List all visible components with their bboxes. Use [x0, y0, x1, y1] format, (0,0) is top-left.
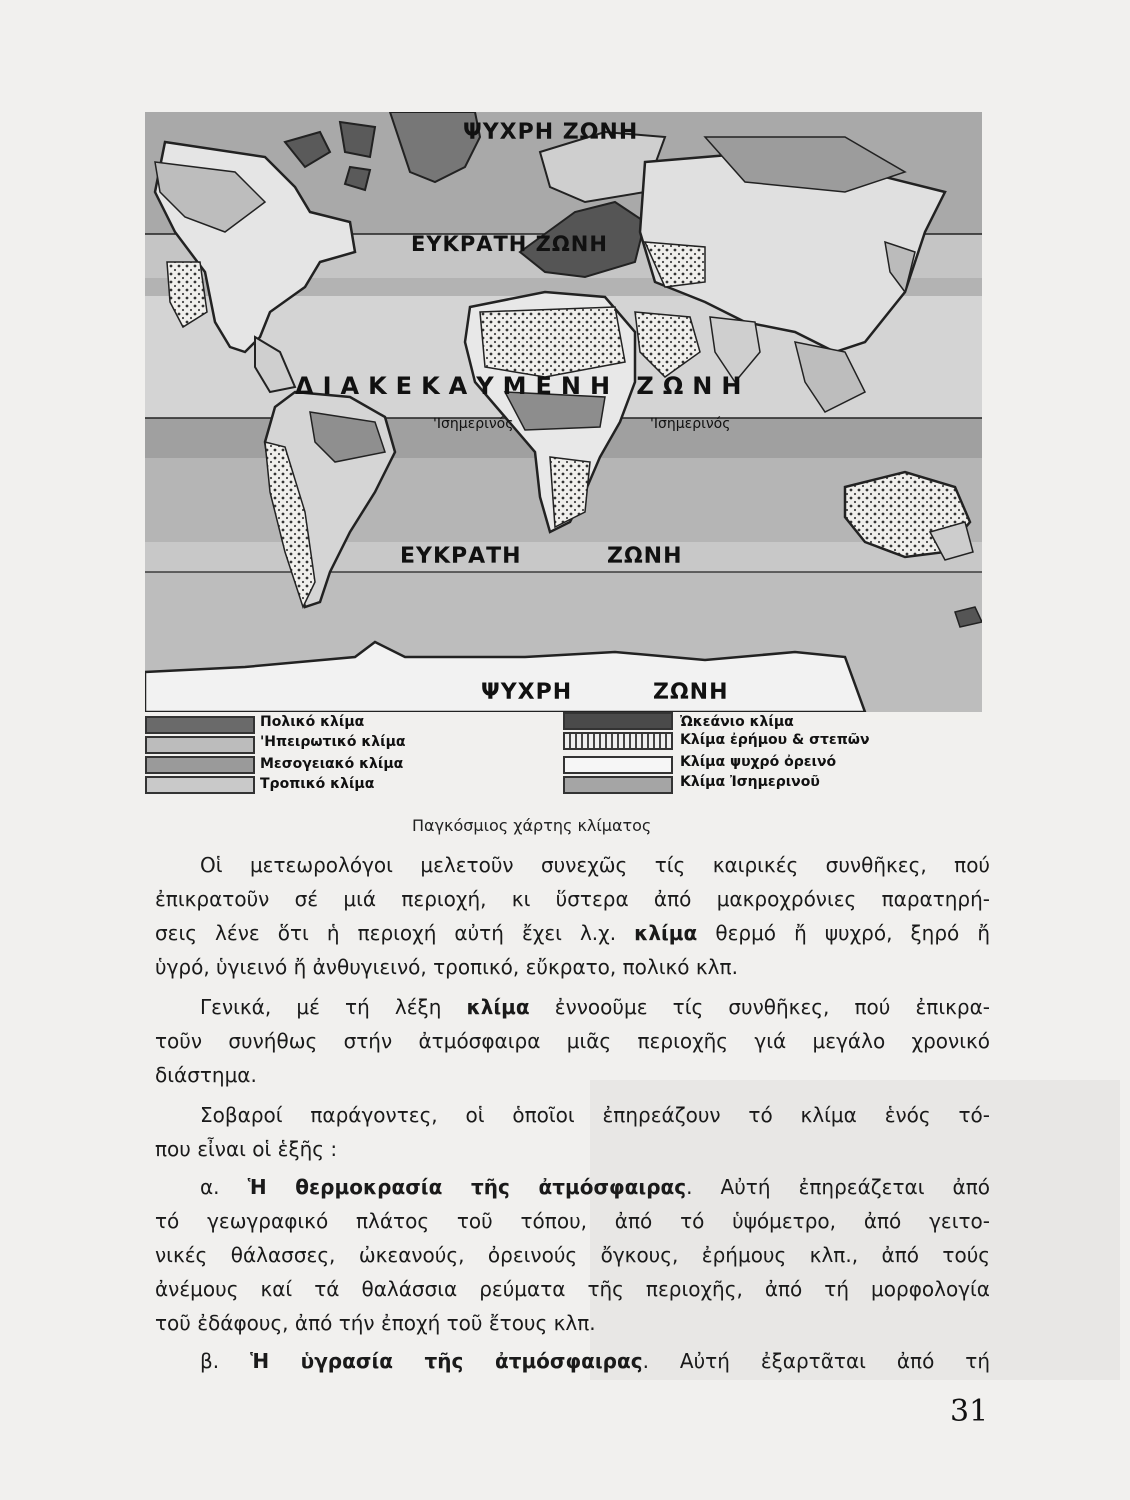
- page-number: 31: [950, 1394, 989, 1429]
- zone-label-cold-south-2: ΖΩΝΗ: [653, 680, 729, 705]
- p2-line-1: [200, 990, 990, 1024]
- term-klima-2: κλίμα: [466, 995, 530, 1019]
- p1-line-3-end: θερμό ἤ ψυχρό, ξηρό ἤ: [697, 921, 990, 945]
- south-temperate-band: [145, 542, 982, 572]
- item-a-heading: Ἡ θερμοκρασία τῆς ἀτμόσφαιρας: [247, 1175, 687, 1199]
- map-legend: [145, 712, 982, 802]
- legend-label-mountain: Κλίμα ψυχρό ὀρεινό: [680, 754, 837, 770]
- p1-line-3: [155, 916, 990, 950]
- item-a-line-1: [200, 1170, 990, 1204]
- p2-line-1-end: ἐννοοῦμε τίς συνθῆκες, πού ἐπικρα-: [529, 995, 990, 1019]
- item-a-line-3: νικές θάλασσες, ὠκεανούς, ὀρεινούς ὄγκους, ἐρήμους κλπ., ἀπό τούς: [155, 1243, 990, 1267]
- legend-swatch-oceanic: [563, 712, 673, 730]
- item-a-line-5: τοῦ ἐδάφους, ἀπό τήν ἐποχή τοῦ ἔτους κλπ.: [155, 1311, 596, 1335]
- zone-label-cold-north: ΨΥΧΡΗ ΖΩΝΗ: [463, 120, 639, 145]
- legend-swatch-polar: [145, 716, 255, 734]
- p1-line-4: ὑγρό, ὑγιεινό ἤ ἀνθυγιεινό, τροπικό, εὔκρατο, πολικό κλπ.: [155, 955, 738, 979]
- legend-label-mediterranean: Μεσογειακό κλίμα: [260, 756, 404, 772]
- item-b-marker: β.: [200, 1349, 251, 1373]
- legend-label-equatorial: Κλίμα Ἰσημερινοῦ: [680, 774, 820, 790]
- zone-label-cold-south-1: ΨΥΧΡΗ: [481, 680, 573, 705]
- equator-label-left: 'Ισημερινός: [433, 416, 514, 432]
- equator-label-right: 'Ισημερινός: [650, 416, 731, 432]
- p1-line-3-start: σεις λένε ὅτι ἡ περιοχή αὐτή ἔχει λ.χ.: [155, 921, 635, 945]
- zone-label-temperate-south-2: ΖΩΝΗ: [607, 544, 683, 569]
- zone-label-temperate-south-1: ΕΥΚΡΑΤΗ: [400, 544, 522, 569]
- p2-line-2: τοῦν συνήθως στήν ἀτμόσφαιρα μιᾶς περιοχῆς γιά μεγάλο χρονικό: [155, 1029, 990, 1053]
- p1-line-1: Οἱ μετεωρολόγοι μελετοῦν συνεχῶς τίς καιρικές συνθῆκες, πού: [200, 853, 990, 877]
- zone-label-torrid: ΔΙΑΚΕΚΑΥΜΕΝΗ ΖΩΝΗ: [295, 372, 751, 400]
- figure-caption: Παγκόσμιος χάρτης κλίματος: [412, 816, 652, 835]
- legend-label-oceanic: Ὠκεάνιο κλίμα: [680, 714, 794, 730]
- arctic-island-2: [340, 122, 375, 157]
- item-b-line-1: [200, 1344, 990, 1378]
- legend-swatch-equatorial: [563, 776, 673, 794]
- legend-swatch-desert: [563, 732, 673, 750]
- p3-line-1: Σοβαροί παράγοντες, οἱ ὁποῖοι ἐπηρεάζουν τό κλίμα ἑνός τό-: [200, 1103, 990, 1127]
- item-a-line-2: τό γεωγραφικό πλάτος τοῦ τόπου, ἀπό τό ὑψόμετρο, ἀπό γειτο-: [155, 1209, 990, 1233]
- term-klima-1: κλίμα: [634, 921, 698, 945]
- sahara-desert: [480, 307, 625, 377]
- legend-swatch-mediterranean: [145, 756, 255, 774]
- legend-label-polar: Πολικό κλίμα: [260, 714, 365, 730]
- item-a-line-4: ἀνέμους καί τά θαλάσσια ρεύματα τῆς περιοχῆς, ἀπό τή μορφολογία: [155, 1277, 990, 1301]
- world-climate-map: [145, 112, 982, 712]
- item-b-text: . Αὐτή ἐξαρτᾶται ἀπό τή: [642, 1349, 990, 1373]
- legend-swatch-mountain: [563, 756, 673, 774]
- legend-swatch-continental: [145, 736, 255, 754]
- legend-label-desert: Κλίμα ἐρήμου & στεπῶν: [680, 732, 870, 748]
- item-b-heading: Ἡ ὑγρασία τῆς ἀτμόσφαιρας: [250, 1349, 643, 1373]
- p2-line-3: διάστημα.: [155, 1063, 257, 1087]
- p1-line-2: ἐπικρατοῦν σέ μιά περιοχή, κι ὕστερα ἀπό μακροχρόνιες παρατηρή-: [155, 887, 990, 911]
- map-drawing: [145, 112, 982, 712]
- climate-map-figure: [145, 112, 982, 802]
- legend-swatch-tropical: [145, 776, 255, 794]
- p3-line-2: που εἶναι οἱ ἑξῆς :: [155, 1137, 338, 1161]
- legend-label-tropical: Τροπικό κλίμα: [260, 776, 375, 792]
- item-a-text: . Αὐτή ἐπηρεάζεται ἀπό: [686, 1175, 991, 1199]
- legend-label-continental: 'Ηπειρωτικό κλίμα: [260, 734, 406, 750]
- zone-label-temperate-north: ΕΥΚΡΑΤΗ ΖΩΝΗ: [411, 232, 608, 256]
- item-a-marker: α.: [200, 1175, 248, 1199]
- p2-line-1-start: Γενικά, μέ τή λέξη: [200, 995, 467, 1019]
